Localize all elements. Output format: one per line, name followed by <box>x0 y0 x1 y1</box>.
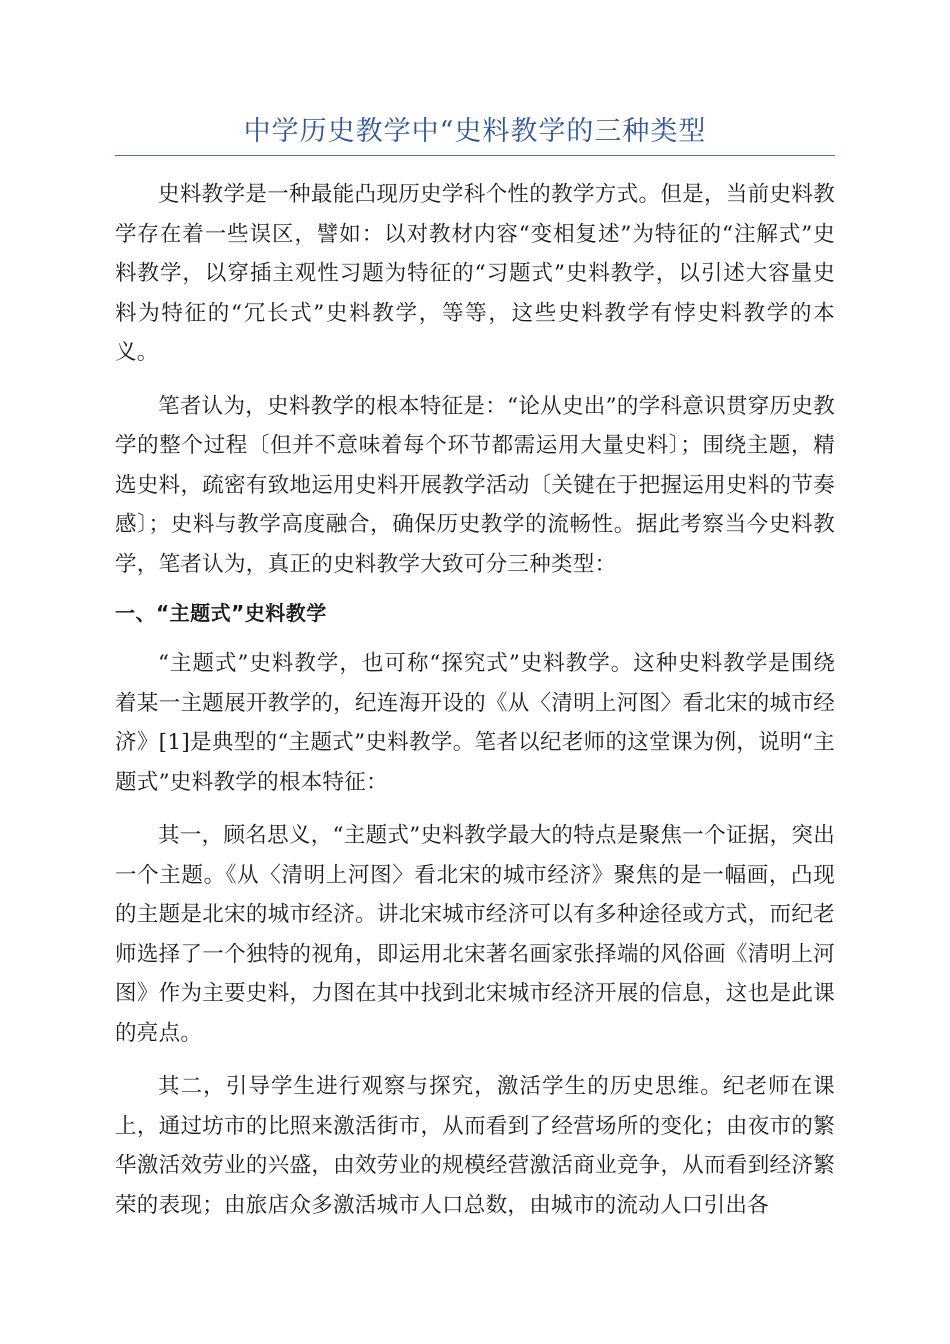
section-paragraph-1: “主题式”史料教学，也可称“探究式”史料教学。这种史料教学是围绕着某一主题展开教学的，纪连海开设的《从〈清明上河图〉看北宋的城市经济》[1]是典型的“主题式”史料教学。笔者以纪老师的这堂课为例，说明“主题式”史料教学的根本特征： <box>115 651 835 795</box>
intro-paragraph-2: 笔者认为，史料教学的根本特征是：“论从史出”的学科意识贯穿历史教学的整个过程〔但并不意味着每个环节都需运用大量史料〕；围绕主题，精选史料，疏密有致地运用史料开展教学活动〔关键在于把握运用史料的节奏感〕；史料与教学高度融合，确保历史教学的流畅性。据此考察当今史料教学，笔者认为，真正的史料教学大致可分三种类型： <box>115 393 835 577</box>
intro-paragraph-1: 史料教学是一种最能凸现历史学科个性的教学方式。但是，当前史料教学存在着一些误区，譬如：以对教材内容“变相复述”为特征的“注解式”史料教学，以穿插主观性习题为特征的“习题式”史料教学，以引述大容量史料为特征的“冗长式”史料教学，等等，这些史料教学有悖史料教学的本义。 <box>115 182 835 365</box>
title-underline <box>115 155 835 156</box>
section-paragraph-3: 其二，引导学生进行观察与探究，激活学生的历史思维。纪老师在课上，通过坊市的比照来激活街市，从而看到了经营场所的变化；由夜市的繁华激活效劳业的兴盛，由效劳业的规模经营激活商业竞争，从而看到经济繁荣的表现；由旅店众多激活城市人口总数，由城市的流动人口引出各 <box>115 1074 835 1218</box>
section-heading: 一、“主题式”史料教学 <box>115 601 327 625</box>
document-body <box>115 175 835 1239</box>
document-title: 中学历史教学中“史料教学的三种类型 <box>243 116 707 147</box>
section-paragraph-2: 其一，顾名思义，“主题式”史料教学最大的特点是聚焦一个证据，突出一个主题。《从〈清明上河图〉看北宋的城市经济》聚焦的是一幅画，凸现的主题是北宋的城市经济。讲北宋城市经济可以有多种途径或方式，而纪老师选择了一个独特的视角，即运用北宋著名画家张择端的风俗画《清明上河图》作为主要史料，力图在其中找到北宋城市经济开展的信息，这也是此课的亮点。 <box>115 823 835 1046</box>
